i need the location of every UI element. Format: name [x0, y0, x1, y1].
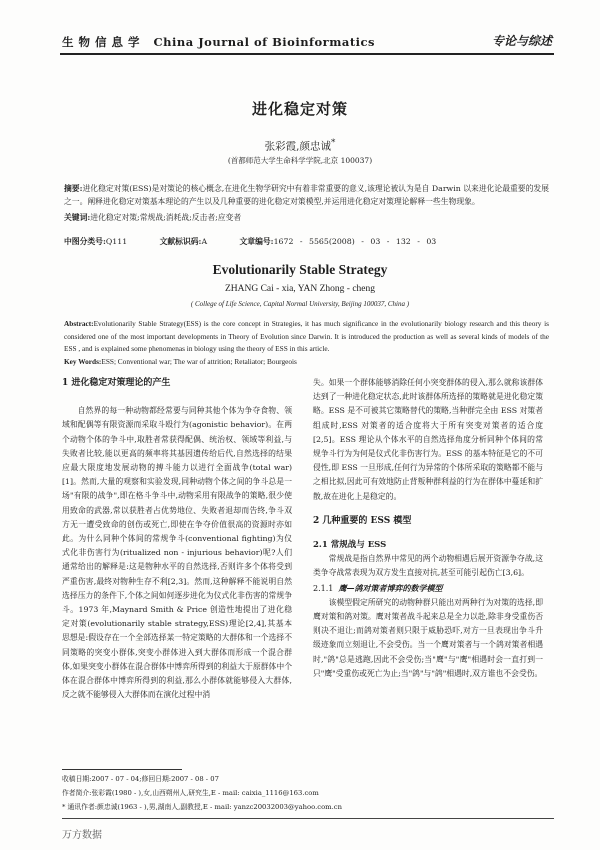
left-column	[62, 376, 292, 702]
right-intro-paragraph: 失。如果一个群体能够消除任何小突变群体的侵入,那么就称该群体达到了一种进化稳定状态,此时该群体所选择的策略就是进化稳定策略。ESS 是不可被其它策略替代的策略,当种群完全由 ESS 对策者组成时,ESS 对策者的适合度将大于所有突变对策者的适合度[2,5]。ESS 理论从个体水平的自然选择角度分析同种个体间的常规争斗行为为何是仪式化非伤害行为。ESS 的基本特征是它的不可侵性,即 ESS 一旦形成,任何行为异常的个体所采取的策略都不能与之相比拟,因此可有效地防止背叛种群利益的行为在群体中蔓延和扩散,故在进化上是稳定的。	[313, 378, 543, 501]
section-2-1-heading: 2.1 常规战与 ESS	[313, 540, 387, 551]
abstract-en-text: Evolutionarily Stable Strategy(ESS) is the core concept in Strategies, it has much significance in the evolutionarily biology research and this theory is considered one of the most important developments in Theory of Evolution since Darwin. It is introduced the production as well as several kinds of models of the ESS , and is explained some phenomenas in biology using the theory of ESS in this article.	[64, 319, 549, 354]
keywords-en-label: Key Words:	[64, 357, 102, 366]
section-2-1-1-heading	[313, 581, 543, 596]
footnote-author: 作者简介:张彩霞(1980 - ),女,山西朔州人,研究生,E - mail: caixia_1116@163.com	[62, 789, 319, 797]
right-column	[313, 376, 543, 681]
section-2-heading: 2 几种重要的 ESS 模型	[313, 515, 412, 526]
keywords-cn	[64, 211, 549, 224]
affiliation-cn: (首都师范大学生命科学学院,北京 100037)	[227, 156, 373, 165]
affiliation-en: ( College of Life Science, Capital Normal University, Beijing 100037, China )	[190, 300, 410, 308]
section-2-1-1-title: 鹰—鸽对策者博弈的数学模型	[338, 582, 443, 593]
section-label: 专论与综述	[491, 34, 552, 48]
doc-code-label: 文献标识码:	[159, 237, 202, 246]
header-rule	[60, 53, 554, 55]
watermark: 万方数据	[62, 830, 102, 841]
section-1-heading: 1 进化稳定对策理论的产生	[62, 378, 171, 388]
abstract-cn-label: 摘要:	[64, 184, 83, 193]
classification-line	[64, 236, 549, 247]
section-2-1-1-text: 该模型假定所研究的动物种群只能出对两种行为对策的选择,即鹰对策和鸽对策。鹰对策者战斗起来总是全力以赴,除非身受重伤否则决不退让;而鸽对策者则只限于威胁恐吓,对方一旦表现出争斗升级迹象而立刻退让,不会受伤。当一个鹰对策者与一个鸽对策者相遇时,"鸽"总是逃跑,因此不会受伤;当"鹰"与"鹰"相遇时会一直打到一只"鹰"受重伤或死亡为止;当"鸽"与"鸽"相遇时,双方谁也不会受伤。	[313, 597, 543, 678]
bottom-rule	[62, 818, 554, 819]
keywords-cn-text: 进化稳定对策;常规战;消耗战;反击者;应变者	[90, 213, 242, 222]
section-1-paragraph: 自然界的每一种动物都经常要与同种其他个体为争夺食物、领域和配偶等有限资源而采取斗殴行为(agonistic behavior)。在两个动物个体的争斗中,取胜者常获得配偶、统治权、领域等利益,与失败者比较,能以更高的频率将其基因遗传给后代,自然选择的结果应最大限度地发展动物的搏斗能力以进行全面战争(total war)[1]。然而,大量的观察和实验发现,同种动物个体之间的争斗总是一场"有限的战争",即在格斗争斗中,动物采用有限战争的策略,很少使用致命的武器,常以获胜者占优势地位、失败者退却而告终,争斗双方无一遭受致命的创伤或死亡,即使在争夺价值很高的资源时亦如此。为什么同种个体间的常规争斗(conventional fighting)为仪式化非伤害行为(ritualized non - injurious behavior)呢?人们通常给出的解释是:这是物种水平的自然选择,否则许多个体将受到严重伤害,最终对物种生存不利[2,3]。然而,这种解释不能说明自然选择压力的条件下,个体之间如何逐步进化为仪式化非伤害的常规争斗。1973 年,Maynard Smith & Price 创造性地提出了进化稳定对策(evolutionarily stable strategy,ESS)理论[2,4],其基本思想是:假设存在一个全部选择某一特定策略的大群体和一个选择不同策略的突变小群体,突变小群体进入到大群体而形成一个混合群体,如果突变小群体在混合群体中博弈所得到的利益大于原群体中个体在混合群体中博弈所得到的利益,那么小群体就能够侵入大群体,反之就不能够侵入大群体而在演化过程中消	[62, 406, 292, 700]
author-mark: *	[330, 138, 336, 148]
article-no-value: 1672 - 5565(2008) - 03 - 132 - 03	[273, 237, 437, 246]
authors-cn	[0, 138, 600, 154]
article-title-en: Evolutionarily Stable Strategy	[212, 262, 388, 277]
section-2-1-text: 常规战是指自然界中常见的两个动物相遇后展开资源争夺战,这类争夺战常表现为双方发生直接对抗,甚至可能引起伤亡[3,6]。	[313, 554, 543, 578]
abstract-en-label: Abstract:	[64, 319, 94, 328]
journal-name-cn: 生 物 信 息 学	[62, 35, 141, 49]
abstract-cn	[64, 182, 549, 208]
keywords-cn-label: 关键词:	[64, 213, 91, 222]
section-2-1-1-number: 2.1.1	[313, 583, 334, 593]
doc-code-value: A	[201, 237, 208, 246]
authors-en: ZHANG Cai - xia, YAN Zhong - cheng	[224, 284, 376, 294]
journal-name-en: China Journal of Bioinformatics	[153, 35, 376, 49]
clc-value: Q111	[105, 237, 128, 246]
article-title-cn: 进化稳定对策	[251, 100, 348, 118]
journal-header	[62, 34, 375, 50]
footnote-rule	[62, 769, 182, 770]
article-no-label: 文章编号:	[239, 237, 274, 246]
footnote-corresponding: * 通讯作者:颜忠诚(1963 - ),男,湖南人,副教授,E - mail: yanzc20032003@yahoo.com.cn	[62, 803, 342, 811]
authors-cn-names: 张彩霞,颜忠诚	[264, 140, 331, 153]
footnote-received: 收稿日期:2007 - 07 - 04;修回日期:2007 - 08 - 07	[62, 775, 219, 783]
abstract-cn-text: 进化稳定对策(ESS)是对策论的核心概念,在进化生物学研究中有着非常重要的意义,该理论被认为是自 Darwin 以来进化论最重要的发展之一。阐释进化稳定对策基本理论的产生以及几种重要的进化稳定对策模型,并运用进化稳定对策理论解释一些生物现象。	[64, 184, 549, 206]
clc-label: 中图分类号:	[64, 237, 106, 246]
keywords-en-text: ESS; Conventional war; The war of attrition; Retaliator; Bourgeois	[101, 357, 297, 366]
abstract-en	[64, 318, 549, 356]
keywords-en	[64, 357, 549, 366]
